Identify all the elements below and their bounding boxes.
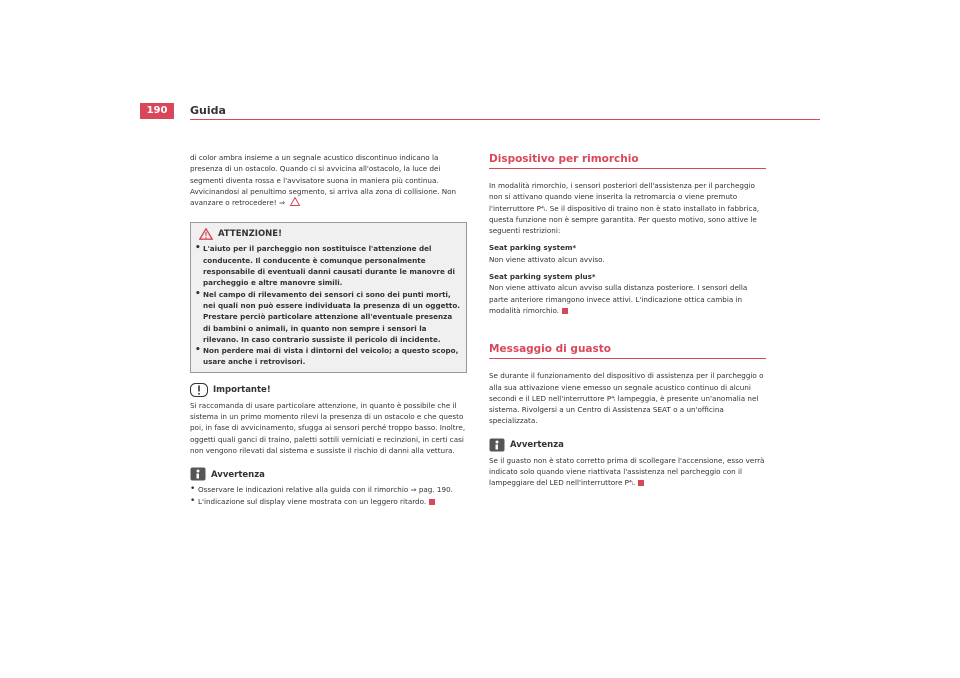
note-item: • Osservare le indicazioni relative alla guida con il rimorchio ⇒ pag. 190. — [190, 484, 453, 495]
warning-item: • L'aiuto per il parcheggio non sostituisce l'attenzione del conducente. Il conducente è comunque personalmente responsabile di eventuali danni causati durante le manovre di parcheggio e altre manovre simili. — [195, 243, 455, 288]
bullet-icon: • — [190, 495, 196, 506]
warning-item: • Nel campo di rilevamento dei sensori ci sono dei punti morti, nei quali non può essere individuata la presenza di un oggetto. Prestare perciò particolare attenzione all'eventuale presenza di bambini o animali, in quanto non sempre i sensori la rilevano. In caso contrario sussiste il pericolo di incidente. — [195, 288, 461, 344]
end-mark — [562, 308, 568, 314]
left-column — [190, 152, 467, 507]
warning-triangle-icon — [199, 228, 213, 240]
important-title: Importante! — [213, 385, 271, 396]
subsection-title: Seat parking system* — [489, 243, 577, 253]
subsection-title: Seat parking system plus* — [489, 272, 596, 282]
intro-paragraph: di color ambra insieme a un segnale acustico discontinuo indicano la presenza di un ostacolo. Quando ci si avvicina all'ostacolo, la luce dei segmenti diventa rossa e l'avvisatore suona in maniera più continua. Avvicinandosi al penultimo segmento, si arriva alla zona di collisione. Non avanzare o retrocedere! ⇒ — [190, 153, 457, 208]
bullet-icon: • — [195, 288, 201, 299]
exclamation-icon — [190, 383, 208, 397]
subsection-text: Non viene attivato alcun avviso sulla distanza posteriore. I sensori della parte anteriore rimangono invece attivi. L'indicazione ottica cambia in modalità rimorchio. — [489, 283, 748, 315]
info-note-icon — [190, 467, 206, 481]
bullet-icon: • — [195, 345, 201, 356]
warning-header — [195, 228, 462, 240]
warning-item: • Non perdere mai di vista i dintorni del veicolo; a questo scopo, usare anche i retrovisori. — [195, 345, 459, 367]
warning-box — [190, 222, 467, 372]
warning-title: ATTENZIONE! — [218, 228, 282, 239]
note-header — [489, 438, 766, 452]
important-text: Si raccomanda di usare particolare attenzione, in quanto è possibile che il sistema in un primo momento rilevi la presenza di un ostacolo e che questo poi, in fase di avvicinamento, sfugga ai sensori perché troppo basso. Inoltre, oggetti quali ganci di traino, paletti sottili verniciati e recinzioni, in certi casi non vengono rilevati dal sistema e sussiste il rischio di danni alla vettura. — [190, 400, 466, 455]
end-mark — [638, 480, 644, 486]
info-note-icon — [489, 438, 505, 452]
right-column — [489, 152, 766, 489]
fault-paragraph: Se durante il funzionamento del dispositivo di assistenza per il parcheggio o alla sua attivazione viene emesso un segnale acustico continuo di alcuni secondi e il LED nell'interruttore P⁴ᵢ lampeggia, è presente un'anomalia nel sistema. Rivolgersi a un Centro di Assistenza SEAT o a un'officina specializzata. — [489, 371, 764, 426]
warning-triangle-icon — [290, 197, 300, 206]
note-item: • L'indicazione sul display viene mostrata con un leggero ritardo. — [190, 496, 467, 507]
note-text: Se il guasto non è stato corretto prima di scollegare l'accensione, esso verrà indicato solo quando viene riattivata l'assistenza nel parcheggio con il lampeggiare del LED nell'interruttore P⁴ᵢ. — [489, 455, 765, 488]
section-title-fault: Messaggio di guasto — [489, 342, 766, 359]
page-number: 190 — [140, 103, 174, 119]
trailer-paragraph: In modalità rimorchio, i sensori posteriori dell'assistenza per il parcheggio non si attivano quando viene inserita la retromarcia o viene premuto l'interruttore P⁴ᵢ. Se il dispositivo di traino non è stato installato in fabbrica, questa funzione non è sempre garantita. Per questo motivo, sono attive le seguenti restrizioni: — [489, 181, 760, 236]
page-title: Guida — [190, 104, 226, 117]
section-title-trailer: Dispositivo per rimorchio — [489, 152, 766, 169]
note-title: Avvertenza — [211, 469, 265, 480]
end-mark — [429, 499, 435, 505]
bullet-icon: • — [190, 484, 196, 495]
header-divider — [190, 119, 820, 120]
subsection-text: Non viene attivato alcun avviso. — [489, 254, 605, 264]
note-header — [190, 467, 467, 481]
bullet-icon: • — [195, 243, 201, 254]
important-header — [190, 383, 467, 397]
note-title: Avvertenza — [510, 440, 564, 451]
